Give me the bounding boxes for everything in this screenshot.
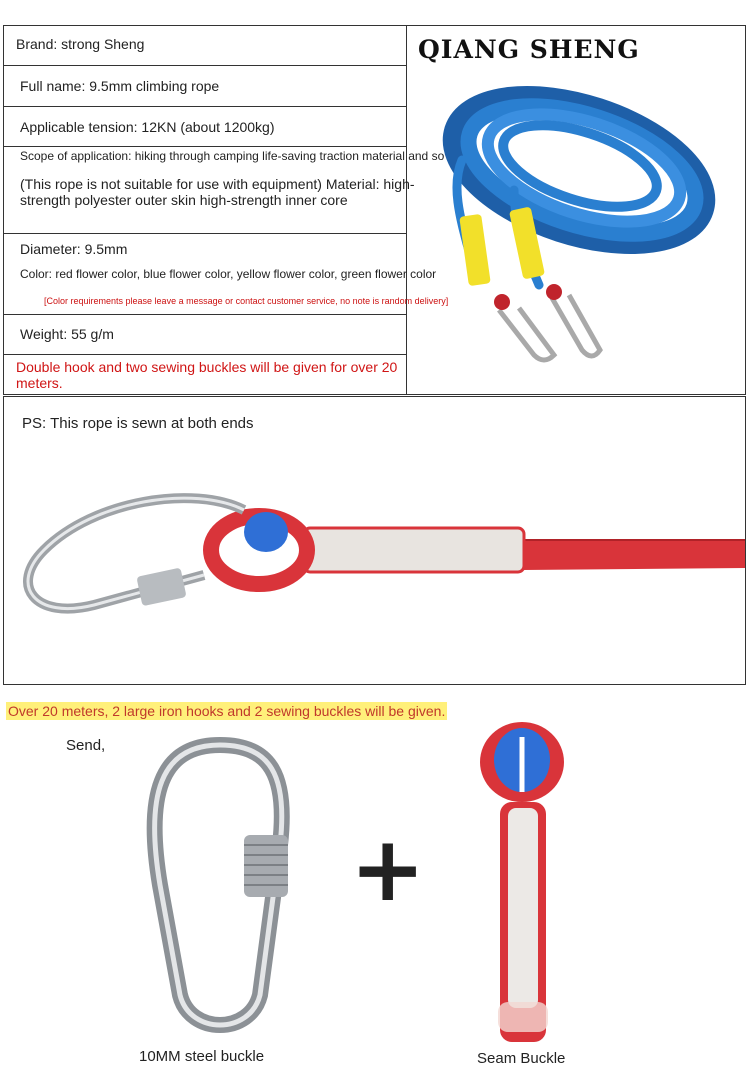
row-divider [4, 106, 406, 107]
buckle-caption: Seam Buckle [477, 1050, 566, 1067]
send-label: Send, [66, 737, 106, 754]
steel-hook-image [140, 735, 300, 1045]
gift-banner: Over 20 meters, 2 large iron hooks and 2 sewing buckles will be given. [8, 703, 446, 719]
hook-caption: 10MM steel buckle [139, 1048, 265, 1065]
spec-material: (This rope is not suitable for use with equipment) Material: high-strength polyester outer skin high-strength inner core [20, 176, 415, 208]
spec-scope: Scope of application: hiking through camping life-saving traction material and so on [20, 149, 461, 163]
spec-color-note: [Color requirements please leave a message or contact customer service, no note is random delivery] [44, 296, 449, 306]
seam-buckle-image [470, 712, 580, 1047]
spec-brand: Brand: strong Sheng [16, 36, 145, 52]
row-divider [4, 233, 406, 234]
spec-weight: Weight: 55 g/m [20, 326, 114, 342]
brand-logo: QIANG SHENG [418, 35, 640, 64]
rope-coil-image [404, 70, 744, 370]
row-divider [4, 354, 406, 355]
sewn-end-image [4, 480, 745, 650]
ps-note: PS: This rope is sewn at both ends [22, 415, 254, 432]
spec-gift-note: Double hook and two sewing buckles will be given for over 20 meters. [16, 359, 398, 391]
spec-tension: Applicable tension: 12KN (about 1200kg) [20, 119, 275, 135]
spec-diameter: Diameter: 9.5mm [20, 241, 128, 257]
row-divider [4, 65, 406, 66]
spec-full-name: Full name: 9.5mm climbing rope [20, 78, 220, 94]
plus-sign: + [350, 817, 426, 922]
row-divider [4, 314, 406, 315]
spec-color: Color: red flower color, blue flower color, yellow flower color, green flower color [20, 267, 437, 281]
row-divider [4, 146, 406, 147]
